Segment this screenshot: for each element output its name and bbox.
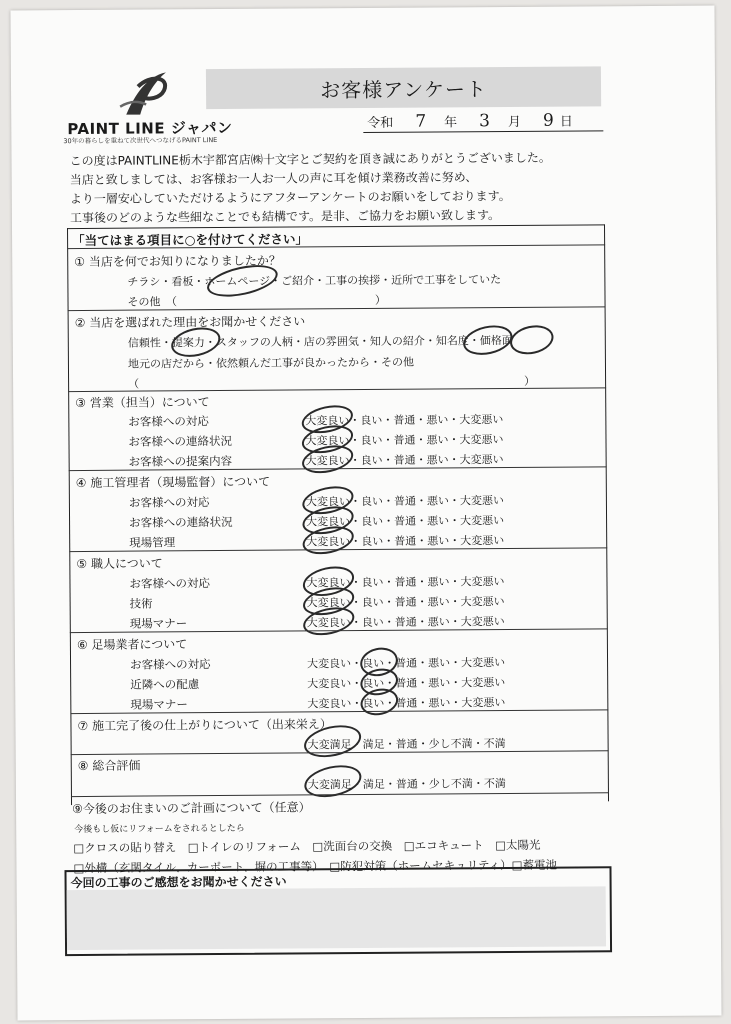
q4-item: 現場管理: [129, 535, 176, 550]
intro-line: より一層安心していただけるようにアフターアンケートのお願いをしております。: [69, 188, 511, 207]
q9-note: 今後もし仮にリフォームをされるとしたら: [74, 823, 245, 836]
q6-rating: 大変良い・良い・普通・悪い・大変悪い: [307, 656, 506, 671]
q5-rating: 大変良い・良い・普通・悪い・大変悪い: [306, 615, 505, 630]
q5-item: 技術: [129, 596, 153, 611]
q6-item: 現場マナー: [130, 697, 188, 712]
date-row: [367, 111, 573, 132]
q3-rating: 大変良い・良い・普通・悪い・大変悪い: [305, 453, 504, 468]
q3-item: お客様への提案内容: [128, 453, 233, 469]
date-year-unit: 年: [444, 115, 458, 131]
date-day-unit: 日: [559, 114, 573, 130]
q3-item: お客様への対応: [128, 414, 209, 429]
q4-rating: 大変良い・良い・普通・悪い・大変悪い: [306, 534, 505, 549]
q6-label: ⑥ 足場業者について: [76, 637, 188, 653]
intro-line: この度はPAINTLINE栃木宇都宮店㈱十文字とご契約を頂き誠にありがとうございました。: [69, 150, 551, 169]
q1-other: その他 （ ）: [127, 293, 387, 309]
q6-item: 近隣への配慮: [130, 677, 200, 692]
date-year: 7: [415, 111, 427, 132]
q2-options-2: 地元の店だから・依然頼んだ工事が良かったから・その他: [127, 355, 414, 371]
q9-checkboxes-row2[interactable]: □外構（玄関タイル、カーポート、塀の工事等） □防犯対策（ホームセキュリティ）□蓄電池: [73, 857, 558, 876]
q9-checkboxes-row1[interactable]: □クロスの貼り替え □トイレのリフォーム □洗面台の交換 □エコキュート □太陽光: [73, 837, 541, 856]
q2-options-1: 信頼性・提案力・スタッフの人柄・店の雰囲気・知人の紹介・知名度・価格面: [127, 333, 513, 350]
paint-line-logo-icon: [116, 66, 171, 121]
q1-options: チラシ・看板・ホームページ・ご紹介・工事の挨拶・近所で工事をしていた: [127, 273, 502, 289]
q3-item: お客様への連絡状況: [128, 433, 233, 449]
q6-rating: 大変良い・良い・普通・悪い・大変悪い: [307, 676, 506, 691]
date-month: 3: [479, 111, 491, 132]
q4-label: ④ 施工管理者（現場監督）について: [75, 474, 271, 491]
q2-paren: （ ）: [128, 374, 536, 391]
q9-label: ⑨今後のお住まいのご計画について（任意）: [72, 800, 311, 817]
q3-label: ③ 営業（担当）について: [75, 395, 210, 411]
q4-rating: 大変良い・良い・普通・悪い・大変悪い: [305, 494, 504, 509]
q4-rating: 大変良い・良い・普通・悪い・大変悪い: [306, 514, 505, 529]
q5-rating: 大変良い・良い・普通・悪い・大変悪い: [306, 595, 505, 610]
q6-rating: 大変良い・良い・普通・悪い・大変悪い: [307, 696, 506, 711]
logo-brand: PAINT LINE ジャパン: [67, 118, 233, 139]
q7-scale: 大変満足・満足・普通・少し不満・不満: [307, 737, 506, 752]
q5-rating: 大変良い・良い・普通・悪い・大変悪い: [306, 575, 505, 590]
q3-rating: 大変良い・良い・普通・悪い・大変悪い: [305, 413, 504, 428]
box-header: 「当てはまる項目に○を付けてください」: [72, 231, 309, 249]
q5-item: お客様への対応: [129, 576, 211, 591]
logo-tagline: 30年の暮らしを重ねて次世代へつなげるPAINT LINE: [63, 136, 218, 146]
q1-label: ① 当店を何でお知りになりましたか？: [74, 253, 281, 270]
page-title: お客様アンケート: [206, 66, 601, 109]
q8-scale: 大変満足・満足・普通・少し不満・不満: [307, 777, 506, 792]
intro-line: 工事後のどのような些細なことでも結構です。是非、ご協力をお願い致します。: [69, 208, 501, 226]
q3-rating: 大変良い・良い・普通・悪い・大変悪い: [305, 433, 504, 448]
q4-item: お客様への連絡状況: [129, 514, 233, 530]
q8-label: ⑧ 総合評価: [77, 758, 141, 774]
date-day: 9: [542, 110, 554, 131]
q5-label: ⑤ 職人について: [76, 556, 163, 572]
q5-item: 現場マナー: [129, 616, 188, 631]
survey-sheet: [10, 6, 721, 1021]
date-month-unit: 月: [507, 114, 522, 130]
q2-label: ② 当店を選ばれた理由をお聞かせください: [74, 314, 306, 331]
intro-line: 当店と致しましては、お客様お一人お一人の声に耳を傾け業務改善に努め、: [69, 170, 478, 188]
impression-label: 今回の工事のご感想をお聞かせください: [70, 874, 287, 891]
q4-item: お客様への対応: [128, 495, 210, 510]
q7-label: ⑦ 施工完了後の仕上がりについて（出来栄え）: [77, 717, 332, 734]
q6-item: お客様への対応: [130, 657, 211, 672]
impression-input-area[interactable]: [67, 886, 606, 950]
date-era: 令和: [367, 115, 394, 131]
